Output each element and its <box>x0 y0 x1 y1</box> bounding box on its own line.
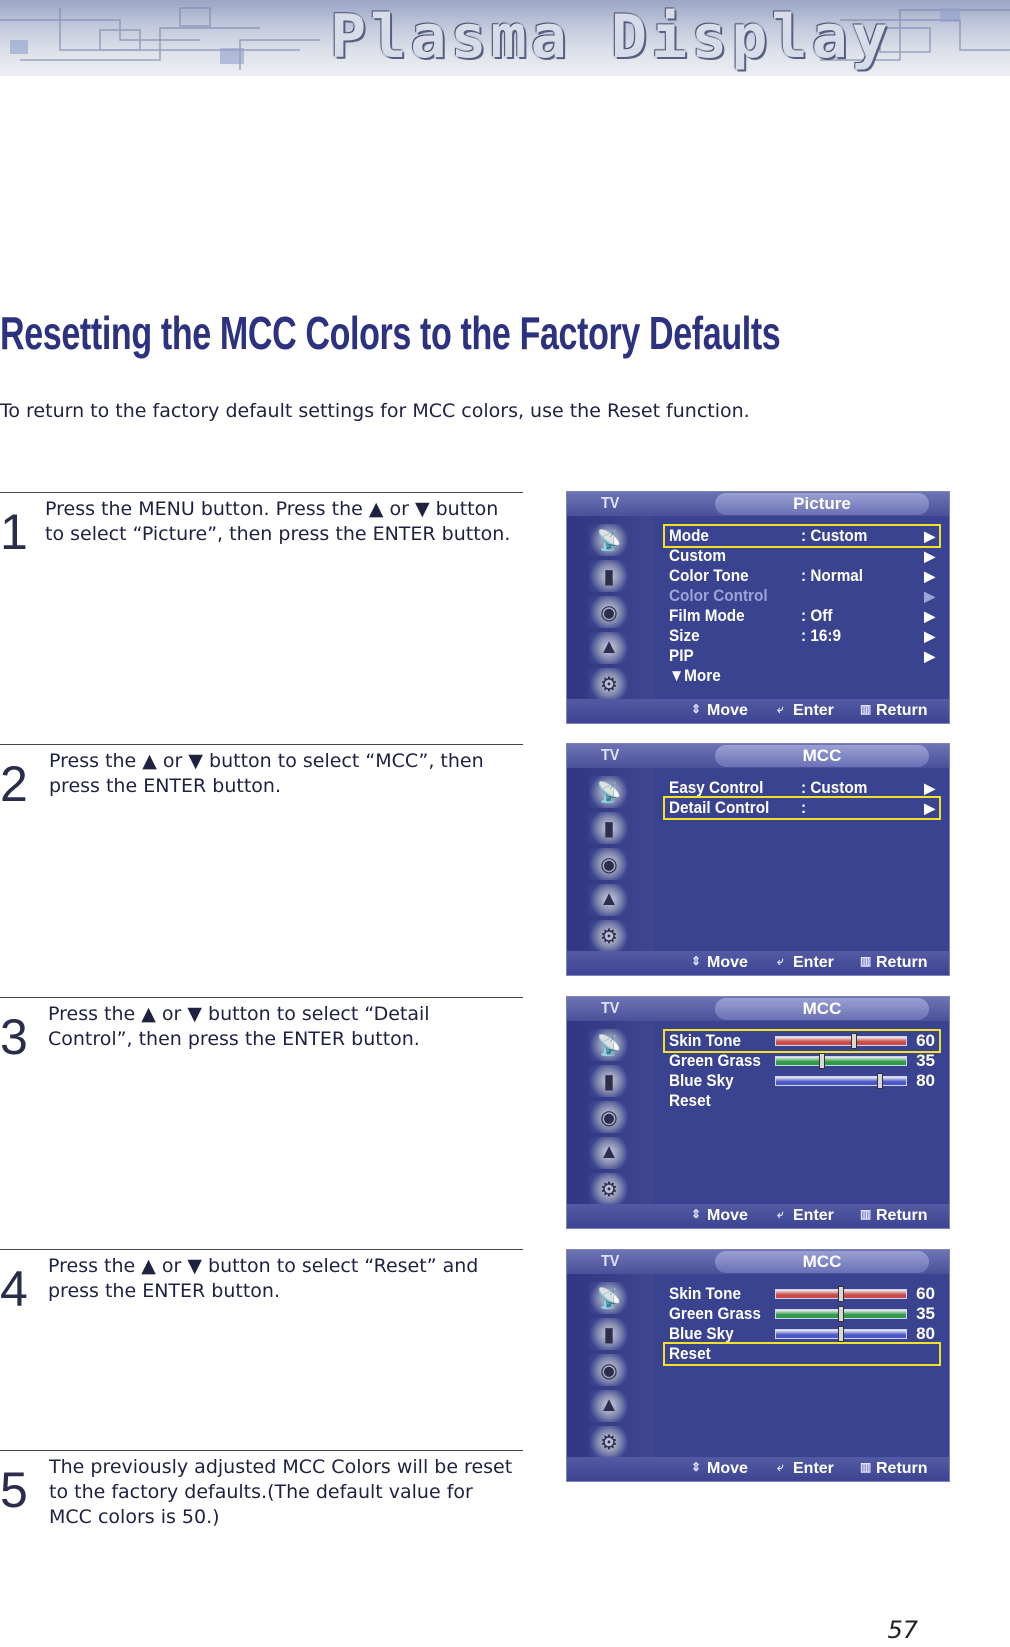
picture-icon[interactable] <box>589 560 629 592</box>
footer-move: Move <box>707 1460 748 1477</box>
channel-icon-glyph: ▲ <box>599 636 619 658</box>
return-icon: ▥ <box>860 1460 872 1474</box>
menu-row[interactable] <box>665 778 939 798</box>
footer-enter: Enter <box>793 702 834 719</box>
menu-row-value: : Custom <box>801 526 868 545</box>
slider-label: Blue Sky <box>669 1324 734 1343</box>
osd-header <box>567 1250 949 1274</box>
osd-body <box>653 1021 949 1206</box>
osd-screen-detail-control <box>566 996 950 1229</box>
osd-footer <box>567 951 949 975</box>
osd-sidebar <box>567 1021 653 1206</box>
menu-row[interactable] <box>665 526 939 546</box>
enter-icon: ⤶ <box>777 954 784 968</box>
slider-track[interactable] <box>775 1076 907 1086</box>
step-2 <box>0 744 523 995</box>
osd-header <box>567 997 949 1021</box>
picture-icon-glyph: ▮ <box>603 818 615 840</box>
speaker-icon[interactable] <box>589 848 629 880</box>
setup-icon-glyph: ⚙ <box>600 674 618 696</box>
osd-body <box>653 768 949 953</box>
banner <box>0 0 1010 76</box>
antenna-icon[interactable] <box>589 1029 629 1061</box>
menu-row-label: Easy Control <box>669 778 764 797</box>
speaker-icon-glyph: ◉ <box>600 602 618 624</box>
speaker-icon-glyph: ◉ <box>600 854 618 876</box>
reset-label: Reset <box>669 1091 711 1110</box>
slider-handle[interactable] <box>838 1326 844 1342</box>
osd-header <box>567 492 949 516</box>
slider-label: Blue Sky <box>669 1071 734 1090</box>
antenna-icon-glyph: 📡 <box>596 530 622 552</box>
menu-row[interactable] <box>665 566 939 586</box>
slider-handle[interactable] <box>819 1053 825 1069</box>
antenna-icon[interactable] <box>589 1282 629 1314</box>
channel-icon-glyph: ▲ <box>599 888 619 910</box>
slider-label: Skin Tone <box>669 1284 741 1303</box>
slider-value: 80 <box>916 1324 935 1343</box>
osd-tv-label: TV <box>601 495 620 512</box>
menu-row-label: PIP <box>669 646 694 665</box>
osd-sidebar <box>567 516 653 701</box>
slider-handle[interactable] <box>838 1306 844 1322</box>
slider-track[interactable] <box>775 1329 907 1339</box>
menu-row-label: Color Tone <box>669 566 749 585</box>
picture-icon-glyph: ▮ <box>603 1324 615 1346</box>
page-title: Resetting the MCC Colors to the Factory Defaults <box>0 307 781 359</box>
menu-row-value: : Custom <box>801 778 868 797</box>
slider-row[interactable] <box>665 1071 939 1091</box>
step-text: Press the MENU button. Press the ▲ or ▼ button to select “Picture”, then press the ENTER button. <box>45 498 511 545</box>
setup-icon-glyph: ⚙ <box>600 926 618 948</box>
slider-label: Green Grass <box>669 1051 761 1070</box>
menu-row-value: : 16:9 <box>801 626 841 645</box>
speaker-icon[interactable] <box>589 1354 629 1386</box>
osd-menu-tab[interactable]: MCC <box>715 998 929 1020</box>
menu-row-label: ▼More <box>669 666 721 685</box>
setup-icon[interactable] <box>589 920 629 952</box>
slider-value: 60 <box>916 1284 935 1303</box>
footer-move: Move <box>707 702 748 719</box>
slider-handle[interactable] <box>877 1073 883 1089</box>
osd-footer <box>567 1204 949 1228</box>
arrow-right-icon: ▶ <box>924 528 935 544</box>
osd-tv-label: TV <box>601 1253 620 1270</box>
move-icon: ⇕ <box>691 702 702 716</box>
osd-footer <box>567 699 949 723</box>
arrow-right-icon: ▶ <box>924 548 935 564</box>
enter-icon: ⤶ <box>777 1207 784 1221</box>
channel-icon[interactable] <box>589 1137 629 1169</box>
footer-return: Return <box>876 1207 928 1224</box>
antenna-icon-glyph: 📡 <box>596 1035 622 1057</box>
slider-label: Skin Tone <box>669 1031 741 1050</box>
slider-track[interactable] <box>775 1056 907 1066</box>
osd-body <box>653 516 949 701</box>
enter-icon: ⤶ <box>777 702 784 716</box>
menu-row-label: Size <box>669 626 700 645</box>
slider-value: 60 <box>916 1031 935 1050</box>
slider-value: 35 <box>916 1051 935 1070</box>
menu-row[interactable] <box>665 606 939 626</box>
move-icon: ⇕ <box>691 1460 702 1474</box>
antenna-icon[interactable] <box>589 776 629 808</box>
menu-row-label: Detail Control <box>669 798 770 817</box>
menu-row[interactable] <box>665 626 939 646</box>
osd-body <box>653 1274 949 1459</box>
menu-row-label: Color Control <box>669 586 768 605</box>
step-number: 2 <box>0 756 28 812</box>
step-4 <box>0 1249 523 1450</box>
osd-menu-tab[interactable]: MCC <box>715 1251 929 1273</box>
antenna-icon-glyph: 📡 <box>596 1288 622 1310</box>
step-number: 3 <box>0 1009 28 1065</box>
step-text: Press the ▲ or ▼ button to select “MCC”, then press the ENTER button. <box>49 750 484 797</box>
antenna-icon-glyph: 📡 <box>596 782 622 804</box>
picture-icon[interactable] <box>589 1065 629 1097</box>
slider-track[interactable] <box>775 1036 907 1046</box>
osd-menu-tab[interactable]: MCC <box>715 745 929 767</box>
menu-row-label: Custom <box>669 546 726 565</box>
slider-row[interactable] <box>665 1051 939 1071</box>
step-3 <box>0 997 523 1248</box>
footer-return: Return <box>876 954 928 971</box>
osd-header <box>567 744 949 768</box>
menu-row[interactable] <box>665 798 939 818</box>
menu-row-label: Mode <box>669 526 709 545</box>
setup-icon-glyph: ⚙ <box>600 1432 618 1454</box>
return-icon: ▥ <box>860 702 872 716</box>
step-text: The previously adjusted MCC Colors will be reset to the factory defaults.(The default value for MCC colors is 50.) <box>49 1456 513 1528</box>
intro-text: To return to the factory default settings for MCC colors, use the Reset function. <box>0 400 750 422</box>
osd-menu-tab[interactable]: Picture <box>715 493 929 515</box>
move-icon: ⇕ <box>691 954 702 968</box>
step-1 <box>0 492 523 743</box>
speaker-icon[interactable] <box>589 596 629 628</box>
slider-row[interactable] <box>665 1324 939 1344</box>
arrow-right-icon: ▶ <box>924 780 935 796</box>
return-icon: ▥ <box>860 954 872 968</box>
footer-return: Return <box>876 1460 928 1477</box>
menu-row[interactable] <box>665 646 939 666</box>
banner-title: Plasma Display <box>330 2 892 72</box>
step-5 <box>0 1450 523 1601</box>
slider-track[interactable] <box>775 1289 907 1299</box>
footer-return: Return <box>876 702 928 719</box>
speaker-icon[interactable] <box>589 1101 629 1133</box>
step-number: 4 <box>0 1261 28 1317</box>
arrow-right-icon: ▶ <box>924 568 935 584</box>
speaker-icon-glyph: ◉ <box>600 1107 618 1129</box>
slider-handle[interactable] <box>838 1286 844 1302</box>
move-icon: ⇕ <box>691 1207 702 1221</box>
slider-row[interactable] <box>665 1284 939 1304</box>
menu-row[interactable] <box>665 666 939 686</box>
enter-icon: ⤶ <box>777 1460 784 1474</box>
footer-enter: Enter <box>793 1460 834 1477</box>
arrow-right-icon: ▶ <box>924 588 935 604</box>
channel-icon-glyph: ▲ <box>599 1141 619 1163</box>
slider-label: Green Grass <box>669 1304 761 1323</box>
channel-icon-glyph: ▲ <box>599 1394 619 1416</box>
footer-enter: Enter <box>793 954 834 971</box>
step-text: Press the ▲ or ▼ button to select “Detail Control”, then press the ENTER button. <box>48 1003 430 1050</box>
setup-icon[interactable] <box>589 1173 629 1205</box>
menu-row[interactable] <box>665 546 939 566</box>
channel-icon[interactable] <box>589 1390 629 1422</box>
menu-row-value: : <box>801 798 807 817</box>
slider-handle[interactable] <box>851 1033 857 1049</box>
slider-value: 80 <box>916 1071 935 1090</box>
osd-screen-picture <box>566 491 950 724</box>
picture-icon-glyph: ▮ <box>603 1071 615 1093</box>
picture-icon[interactable] <box>589 812 629 844</box>
step-text: Press the ▲ or ▼ button to select “Reset” and press the ENTER button. <box>48 1255 479 1302</box>
footer-move: Move <box>707 954 748 971</box>
reset-item[interactable] <box>665 1091 939 1111</box>
menu-row-label: Film Mode <box>669 606 745 625</box>
channel-icon[interactable] <box>589 632 629 664</box>
menu-row-value: : Off <box>801 606 833 625</box>
setup-icon[interactable] <box>589 1426 629 1458</box>
osd-sidebar <box>567 1274 653 1459</box>
arrow-right-icon: ▶ <box>924 628 935 644</box>
menu-row[interactable] <box>665 586 939 606</box>
step-number: 1 <box>0 504 28 560</box>
osd-footer <box>567 1457 949 1481</box>
osd-screen-reset <box>566 1249 950 1482</box>
osd-sidebar <box>567 768 653 953</box>
osd-tv-label: TV <box>601 747 620 764</box>
channel-icon[interactable] <box>589 884 629 916</box>
slider-row[interactable] <box>665 1031 939 1051</box>
osd-screen-mcc <box>566 743 950 976</box>
setup-icon[interactable] <box>589 668 629 700</box>
speaker-icon-glyph: ◉ <box>600 1360 618 1382</box>
page-number: 57 <box>887 1616 918 1644</box>
footer-enter: Enter <box>793 1207 834 1224</box>
reset-item[interactable] <box>665 1344 939 1364</box>
slider-track[interactable] <box>775 1309 907 1319</box>
footer-move: Move <box>707 1207 748 1224</box>
reset-label: Reset <box>669 1344 711 1363</box>
osd-tv-label: TV <box>601 1000 620 1017</box>
menu-row-value: : Normal <box>801 566 864 585</box>
picture-icon[interactable] <box>589 1318 629 1350</box>
setup-icon-glyph: ⚙ <box>600 1179 618 1201</box>
arrow-right-icon: ▶ <box>924 608 935 624</box>
slider-value: 35 <box>916 1304 935 1323</box>
arrow-right-icon: ▶ <box>924 800 935 816</box>
antenna-icon[interactable] <box>589 524 629 556</box>
slider-row[interactable] <box>665 1304 939 1324</box>
arrow-right-icon: ▶ <box>924 648 935 664</box>
return-icon: ▥ <box>860 1207 872 1221</box>
step-number: 5 <box>0 1462 28 1518</box>
picture-icon-glyph: ▮ <box>603 566 615 588</box>
